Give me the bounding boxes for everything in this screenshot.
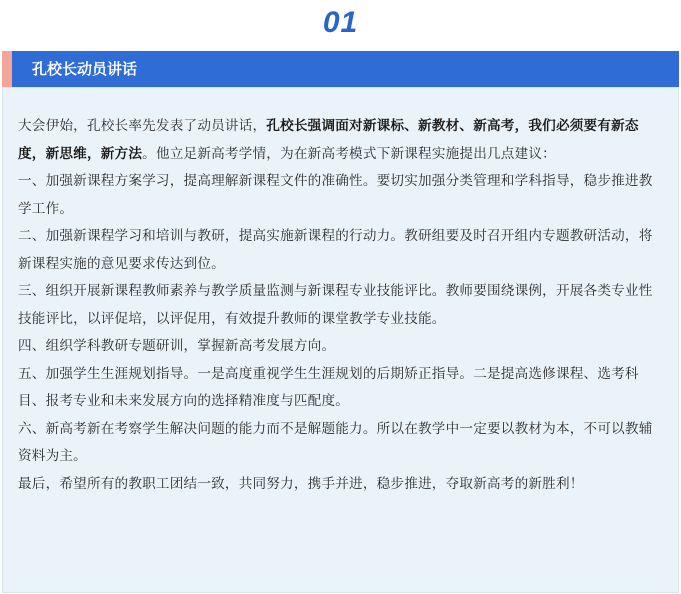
section-title: 孔校长动员讲话 (32, 60, 138, 78)
suggestion-paragraph-4: 四、组织学科教研专题研训，掌握新高考发展方向。 (18, 338, 336, 354)
suggestion-paragraph-5: 五、加强学生生涯规划指导。一是高度重视学生生涯规划的后期矫正指导。二是提高选修课程、选考科目、报考专业和未来发展方向的选择精准度与匹配度。 (18, 365, 639, 409)
intro-text-after: 。他立足新高考学情，为在新高考模式下新课程实施提出几点建议： (142, 145, 556, 162)
section-header-bar (2, 51, 679, 87)
suggestion-paragraph-1: 一、加强新课程方案学习，提高理解新课程文件的准确性。要切实加强分类管理和学科指导，稳步推进教学工作。 (18, 173, 653, 217)
content-panel (2, 87, 679, 593)
suggestion-paragraph-2: 二、加强新课程学习和培训与教研，提高实施新课程的行动力。教研组要及时召开组内专题教研活动，将新课程实施的意见要求传达到位。 (18, 228, 653, 272)
article-body (18, 113, 663, 498)
intro-text-before: 大会伊始，孔校长率先发表了动员讲话， (18, 118, 267, 134)
closing-paragraph: 最后，希望所有的教职工团结一致，共同努力，携手并进，稳步推进，夺取新高考的新胜利！ (18, 475, 584, 492)
suggestion-paragraph-6: 六、新高考新在考察学生解决问题的能力而不是解题能力。所以在教学中一定要以教材为本，不可以教辅资料为主。 (18, 420, 653, 464)
intro-paragraph (18, 113, 663, 168)
intro-emphasis: 孔校长强调面对新课标、新教材、新高考，我们必须要有新态度，新思维，新方法 (18, 118, 639, 162)
section-number: 01 (322, 6, 359, 39)
suggestion-paragraph-3: 三、组织开展新课程教师素养与教学质量监测与新课程专业技能评比。教师要围绕课例，开展各类专业性技能评比，以评促培，以评促用，有效提升教师的课堂教学专业技能。 (18, 283, 653, 327)
